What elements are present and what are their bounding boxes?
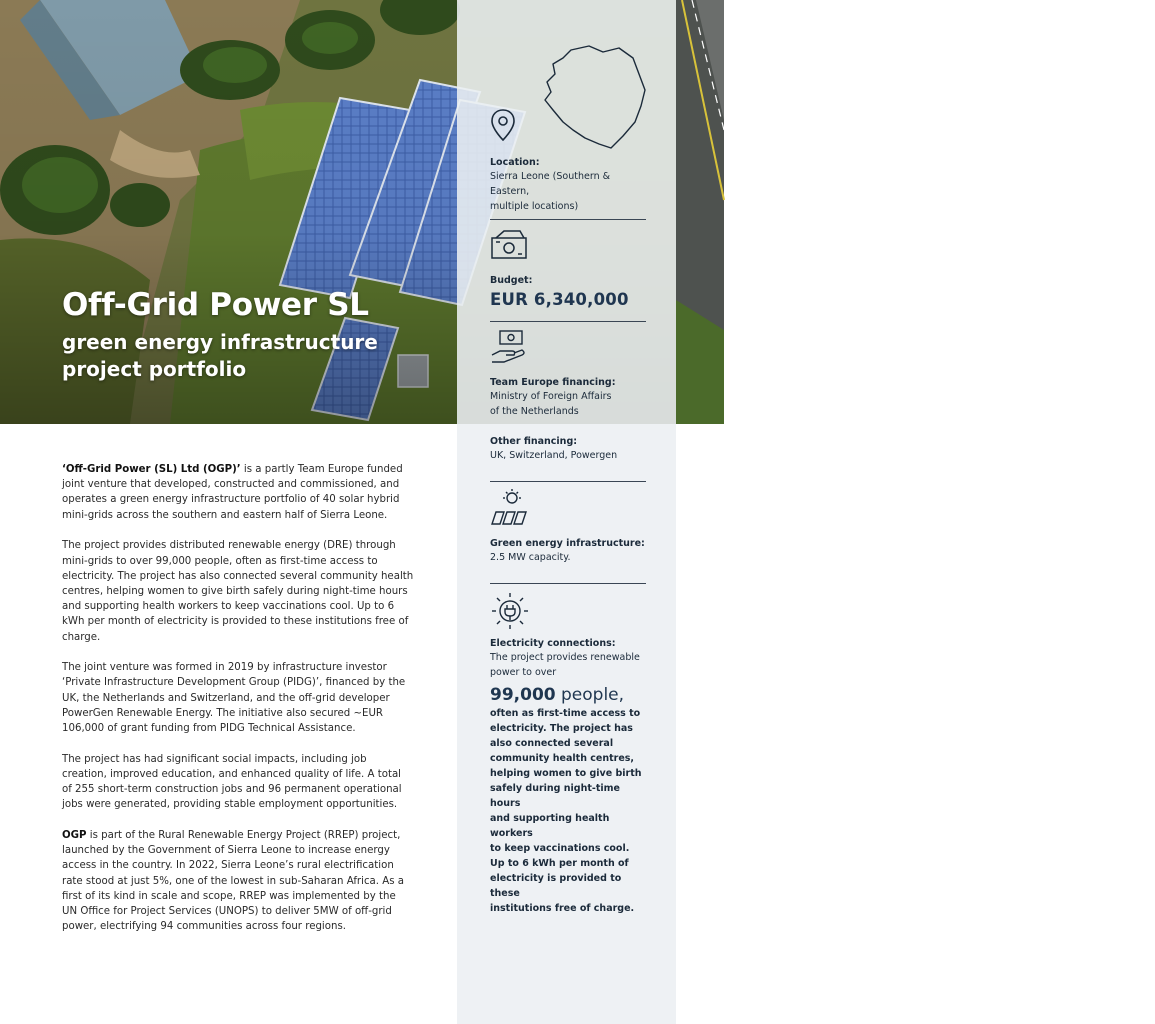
electricity-label: Electricity connections: <box>490 638 616 649</box>
electricity-detail-line: community health centres, <box>490 753 635 764</box>
page-subtitle-line: green energy infrastructure <box>62 330 378 354</box>
joint-venture-paragraph: The joint venture was formed in 2019 by infrastructure investor ‘Private Infrastructure Development Group (PIDG)’, financed by the UK, the Netherlands and Switzerland, and the off-grid developer PowerGen Renewable Energy. The initiative also secured ~EUR 106,000 of grant funding from PIDG Technical Assistance. <box>62 662 406 735</box>
electricity-detail-line: and supporting health workers <box>490 813 610 839</box>
electricity-fact <box>490 637 650 916</box>
ogp-acronym: OGP <box>62 830 87 842</box>
road-graphic <box>676 0 724 424</box>
project-facts-sidebar <box>457 0 1155 1024</box>
people-word: people, <box>561 685 625 705</box>
divider <box>490 583 646 584</box>
sierra-leone-map-icon <box>541 44 649 154</box>
plug-icon <box>490 591 530 631</box>
location-value: Sierra Leone (Southern & Eastern, <box>490 171 611 197</box>
other-financing-fact <box>490 435 650 463</box>
page-subtitle-line: project portfolio <box>62 357 247 381</box>
body-text <box>62 462 414 950</box>
banknote-icon <box>490 229 530 261</box>
electricity-detail-line: also connected several <box>490 738 614 749</box>
intro-paragraph <box>62 462 414 523</box>
road-strip <box>676 0 724 424</box>
page-subtitle <box>62 329 402 383</box>
photo-credit: Birds eye view of mini grid in rural Sierra Leone <box>1147 243 1155 410</box>
team-europe-label: Team Europe financing: <box>490 377 616 388</box>
team-europe-fact <box>490 376 650 419</box>
intro-text: is a partly Team Europe funded joint venture that developed, constructed and commissioned, and operates a green energy infrastructure portfolio of 40 solar hybrid mini-grids across the southern and eastern half of Sierra Leone. <box>62 464 403 521</box>
location-value: multiple locations) <box>490 201 579 212</box>
electricity-detail-line: electricity is provided to these <box>490 873 622 899</box>
solar-panel-icon <box>490 488 530 528</box>
team-europe-value: Ministry of Foreign Affairs <box>490 391 612 402</box>
other-financing-value: UK, Switzerland, Powergen <box>490 450 618 461</box>
budget-value: EUR 6,340,000 <box>490 290 629 309</box>
team-europe-value: of the Netherlands <box>490 406 579 417</box>
location-pin-icon <box>490 108 516 142</box>
hand-money-icon <box>490 329 530 365</box>
electricity-detail-line: electricity. The project has <box>490 723 633 734</box>
electricity-detail <box>490 706 650 916</box>
electricity-headline <box>490 684 650 706</box>
divider <box>490 321 646 322</box>
budget-fact <box>490 274 650 311</box>
location-fact <box>490 156 650 214</box>
electricity-detail-line: safely during night-time hours <box>490 783 620 809</box>
location-label: Location: <box>490 157 540 168</box>
company-name: ‘Off-Grid Power (SL) Ltd (OGP)’ <box>62 464 241 475</box>
green-energy-label: Green energy infrastructure: <box>490 538 645 549</box>
electricity-detail-line: helping women to give birth <box>490 768 642 779</box>
social-impact-paragraph: The project has had significant social impacts, including job creation, improved education, and enhanced quality of life. A total of 255 short-term construction jobs and 96 permanent operational jobs were generated, providing stable employment opportunities. <box>62 753 402 811</box>
electricity-intro: power to over <box>490 667 557 678</box>
other-financing-label: Other financing: <box>490 436 578 447</box>
electricity-detail-line: Up to 6 kWh per month of <box>490 858 629 869</box>
rrep-text: is part of the Rural Renewable Energy Project (RREP) project, launched by the Government of Sierra Leone to increase energy access in the country. In 2022, Sierra Leone’s rural electrification rate stood at just 5%, one of the lowest in sub-Saharan Africa. As a first of its kind in scale and scope, RREP was implemented by the UN Office for Project Services (UNOPS) to deliver 5MW of off-grid power, electrifying 94 communities across four regions. <box>62 830 405 933</box>
budget-label: Budget: <box>490 275 533 286</box>
page-title: Off-Grid Power SL <box>62 287 369 323</box>
electricity-intro: The project provides renewable <box>490 652 640 663</box>
divider <box>490 219 646 220</box>
electricity-detail-line: institutions free of charge. <box>490 903 635 914</box>
electricity-detail-line: often as first-time access to <box>490 708 641 719</box>
electricity-detail-line: to keep vaccinations cool. <box>490 843 630 854</box>
divider <box>490 481 646 482</box>
people-count: 99,000 <box>490 685 556 705</box>
rrep-paragraph <box>62 828 414 934</box>
green-energy-value: 2.5 MW capacity. <box>490 552 571 563</box>
green-energy-fact <box>490 537 650 565</box>
impact-paragraph: The project provides distributed renewable energy (DRE) through mini-grids to over 99,000 people, often as first-time access to electricity. The project has also connected several community health centres, helping women to give birth safely during night-time hours and supporting health workers to keep vaccinations cool. Up to 6 kWh per month of electricity is provided to these institutions free of charge. <box>62 540 414 643</box>
